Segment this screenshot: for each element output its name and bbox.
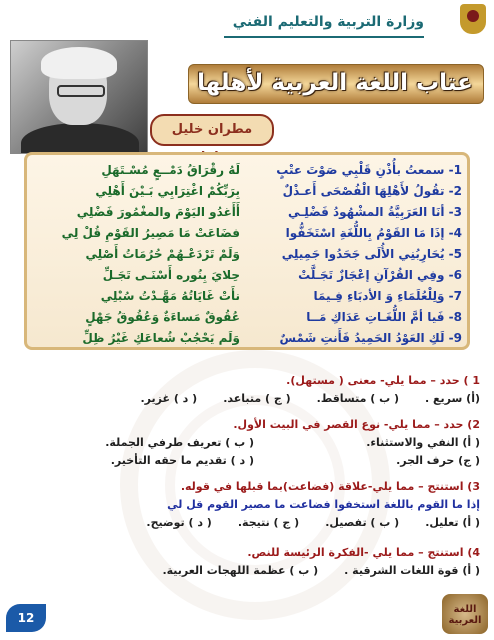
verse-first-half: 1- سمعتُ بأُذْنِ قَلْبِي صَوْتَ عتْبٍ bbox=[276, 163, 462, 177]
option-a[interactable]: (أ) سريع . bbox=[425, 392, 480, 405]
verse-first-half: 3- أنَا العَرَبِيَّةُ المشْهُودُ فَضْلِـي bbox=[287, 205, 462, 219]
verse-first-half: 9- لَكِ العَوْدُ الحَمِيدُ فَأَنتِ شَمْسٌ bbox=[279, 331, 462, 345]
option-b[interactable]: ( ب ) تفصيل. bbox=[325, 516, 400, 529]
option-a[interactable]: ( أ) تعليل. bbox=[425, 516, 480, 529]
option-d[interactable]: ( د ) توضيح. bbox=[146, 516, 212, 529]
arabic-language-logo bbox=[442, 594, 488, 634]
verse-second-half: أَأَغدُو اليَوْمَ والمغْمُورَ فَضْلِي bbox=[76, 205, 240, 219]
logo-text: اللغة العربية bbox=[448, 604, 482, 626]
verse-second-half: وَلَم يَحْجُبْ شُعاعَكِ غَيْرُ ظِلِّ bbox=[82, 331, 240, 345]
option-b[interactable]: ( ب ) متساقط. bbox=[316, 392, 400, 405]
ministry-name: وزارة التربية والتعليم الفني bbox=[232, 14, 424, 30]
verse-first-half: 5- يُحَارِبُنِي الأُلَى جَحَدُوا جَمِيلِي bbox=[281, 247, 462, 261]
verse-first-half: 6- وفِي القُرْآنِ إعْجَازٌ تَجَـلَّتْ bbox=[298, 268, 462, 282]
question-3-quote: إذا ما القوم باللغة استخفوا فضاعت ما مصير القوم قل لي bbox=[167, 498, 480, 511]
poem-verse bbox=[34, 265, 462, 285]
poem-verse bbox=[34, 160, 462, 180]
verse-second-half: نأَتْ غَايَاتُهُ مَهَّـدْتُ سُبْلِي bbox=[100, 289, 240, 303]
page-title: عتاب اللغة العربية لأهلها bbox=[197, 70, 473, 96]
question-3-options bbox=[146, 516, 480, 529]
poem-verse bbox=[34, 328, 462, 348]
poem-verse bbox=[34, 286, 462, 306]
option-c[interactable]: ( ج) حرف الجر. bbox=[396, 454, 480, 467]
question-4-title: 4) استنتج – مما يلي -الفكرة الرئيسة للنص. bbox=[247, 546, 480, 559]
option-a[interactable]: ( أ) النفي والاستثناء. bbox=[366, 436, 480, 449]
option-b[interactable]: ( ب ) عظمة اللهجات العربية. bbox=[162, 564, 319, 577]
poem-verse bbox=[34, 223, 462, 243]
option-c[interactable]: ( ج ) نتيجة. bbox=[237, 516, 300, 529]
ministry-emblem-icon bbox=[460, 4, 486, 34]
option-a[interactable]: ( أ) قوة اللغات الشرقية . bbox=[344, 564, 480, 577]
question-1-options bbox=[140, 392, 480, 405]
poet-name-badge: مطران خليل bbox=[150, 114, 274, 146]
poem-verse bbox=[34, 181, 462, 201]
header-divider bbox=[224, 36, 424, 38]
option-b[interactable]: ( ب ) تعريف طرفي الجملة. bbox=[105, 436, 254, 449]
verse-first-half: 8- فَيا أمَّ اللُّغَـاتِ عَدَاكِ مَــا bbox=[306, 310, 462, 324]
verse-second-half: بِرَبِّكُمْ اغْتِرَابِي بَـيْنَ أَهْلِي bbox=[95, 184, 240, 198]
option-c[interactable]: ( ج ) متباعد. bbox=[223, 392, 291, 405]
verse-second-half: حِلايَ بِنُوره أَسْنَـى تَجَـلِّ bbox=[102, 268, 240, 282]
question-4-options bbox=[162, 564, 480, 577]
page-number: 12 bbox=[6, 604, 46, 632]
question-1-title: 1 ) حدد – مما يلي- معنى ( مستهل). bbox=[286, 374, 480, 387]
poem-verse bbox=[34, 202, 462, 222]
verse-first-half: 7- وَلِلْعُلَمَاءِ وَ الأدبَاءِ فِـيمَا bbox=[313, 289, 462, 303]
verse-second-half: عُقُوقٌ مَساءَةٌ وَعُقُوقُ جَهْلٍ bbox=[85, 310, 240, 324]
verse-first-half: 2- تقُولُ لأَهْلِهَا الْفُصْحَى أَعـذْلٌ bbox=[282, 184, 462, 198]
option-d[interactable]: ( د ) تقديم ما حقه التأخير. bbox=[110, 454, 254, 467]
poem-verse bbox=[34, 307, 462, 327]
question-3-title: 3) استنتج – مما يلي-علاقة (فضاعت)بما قبلها في قوله. bbox=[180, 480, 480, 493]
verse-first-half: 4- إذَا مَا القَوْمُ بِاللُّغَةِ اسْتَخَفُّوا bbox=[285, 226, 462, 240]
question-2-title: 2) حدد – مما يلي- نوع القصر في البيت الأول. bbox=[233, 418, 480, 431]
poem-verse bbox=[34, 244, 462, 264]
option-d[interactable]: ( د ) غزير. bbox=[140, 392, 198, 405]
poet-portrait bbox=[10, 40, 148, 154]
verse-second-half: وَلَمْ تَرْدَعْـهُمْ حُرُمَاتُ أَصْلِي bbox=[85, 247, 240, 261]
verse-second-half: لَهُ رقْرَاقُ دَمْــعٍ مُسْـتَهَلِ bbox=[101, 163, 240, 177]
verse-second-half: فضَاعَتْ مَا مَصِيرُ القَوْمِ قُلْ لِي bbox=[61, 226, 240, 240]
